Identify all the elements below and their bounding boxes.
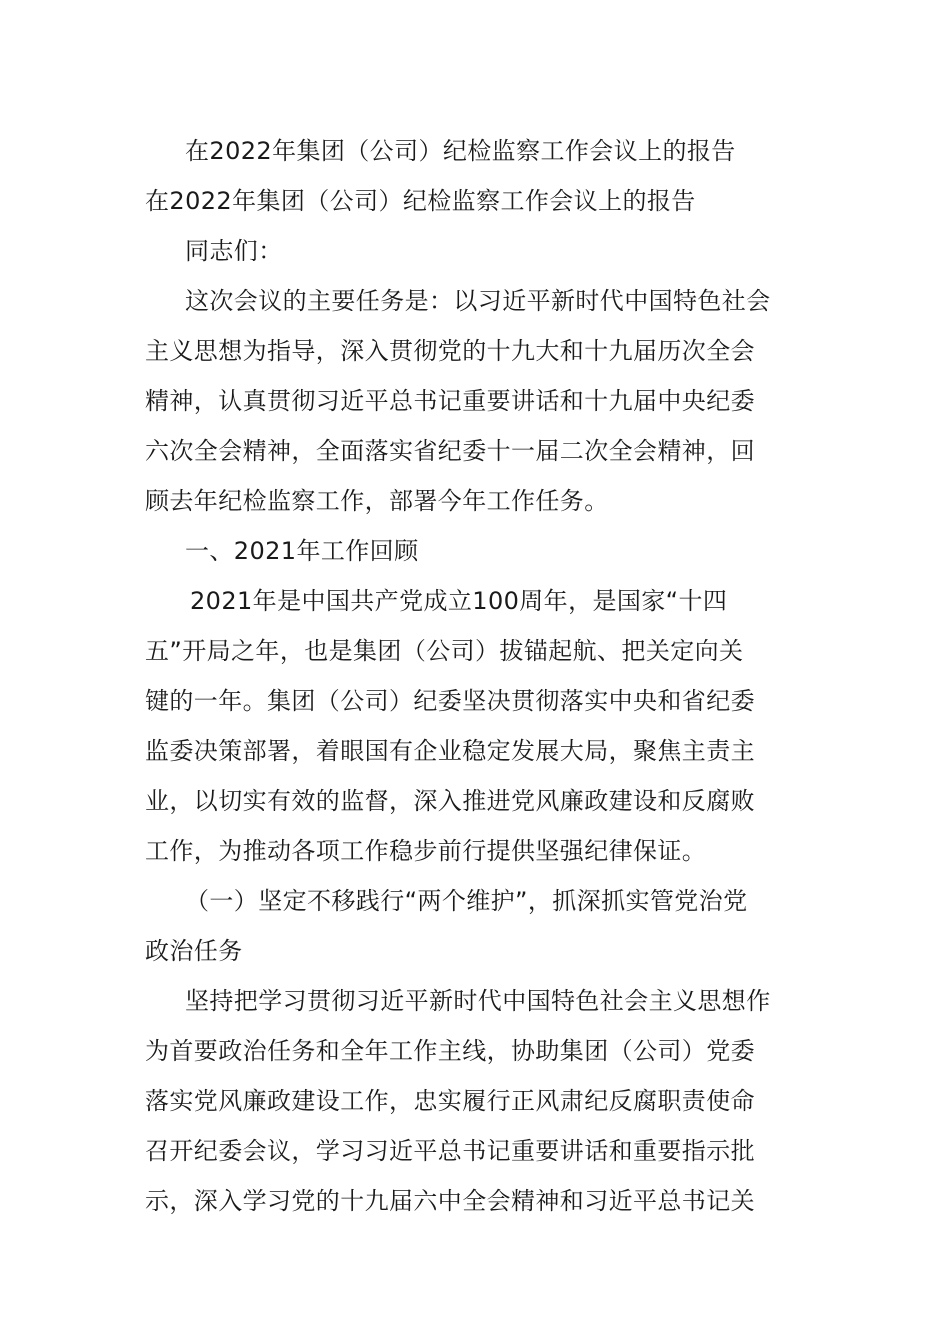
document-title-line-2: 在2022年集团（公司）纪检监察工作会议上的报告 [145, 187, 696, 215]
section-paragraph-line: 工作，为推动各项工作稳步前行提供坚强纪律保证。 [145, 837, 707, 865]
subsection-paragraph-line: 坚持把学习贯彻习近平新时代中国特色社会主义思想作 [185, 987, 771, 1015]
section-paragraph-line: 五”开局之年，也是集团（公司）拔锚起航、把关定向关 [145, 637, 744, 665]
intro-line: 这次会议的主要任务是：以习近平新时代中国特色社会 [185, 287, 771, 315]
subsection-heading: 政治任务 [145, 937, 243, 965]
salutation: 同志们： [185, 237, 283, 265]
subsection-heading: （一）坚定不移践行“两个维护”，抓深抓实管党治党 [185, 887, 748, 915]
section-paragraph-line: 2021年是中国共产党成立100周年，是国家“十四 [190, 587, 728, 615]
intro-line: 精神，认真贯彻习近平总书记重要讲话和十九届中央纪委 [145, 387, 755, 415]
subsection-paragraph-line: 示，深入学习党的十九届六中全会精神和习近平总书记关 [145, 1187, 755, 1215]
section-paragraph-line: 键的一年。集团（公司）纪委坚决贯彻落实中央和省纪委 [145, 687, 755, 715]
section-paragraph-line: 监委决策部署，着眼国有企业稳定发展大局，聚焦主责主 [145, 737, 755, 765]
intro-line: 主义思想为指导，深入贯彻党的十九大和十九届历次全会 [145, 337, 755, 365]
section-paragraph-line: 业，以切实有效的监督，深入推进党风廉政建设和反腐败 [145, 787, 755, 815]
subsection-paragraph-line: 为首要政治任务和全年工作主线，协助集团（公司）党委 [145, 1037, 755, 1065]
subsection-paragraph-line: 落实党风廉政建设工作，忠实履行正风肃纪反腐职责使命 [145, 1087, 755, 1115]
intro-line: 顾去年纪检监察工作，部署今年工作任务。 [145, 487, 609, 515]
section-heading: 一、2021年工作回顾 [185, 537, 419, 565]
intro-line: 六次全会精神，全面落实省纪委十一届二次全会精神，回 [145, 437, 755, 465]
document-title-line-1: 在2022年集团（公司）纪检监察工作会议上的报告 [185, 137, 736, 165]
subsection-paragraph-line: 召开纪委会议，学习习近平总书记重要讲话和重要指示批 [145, 1137, 755, 1165]
